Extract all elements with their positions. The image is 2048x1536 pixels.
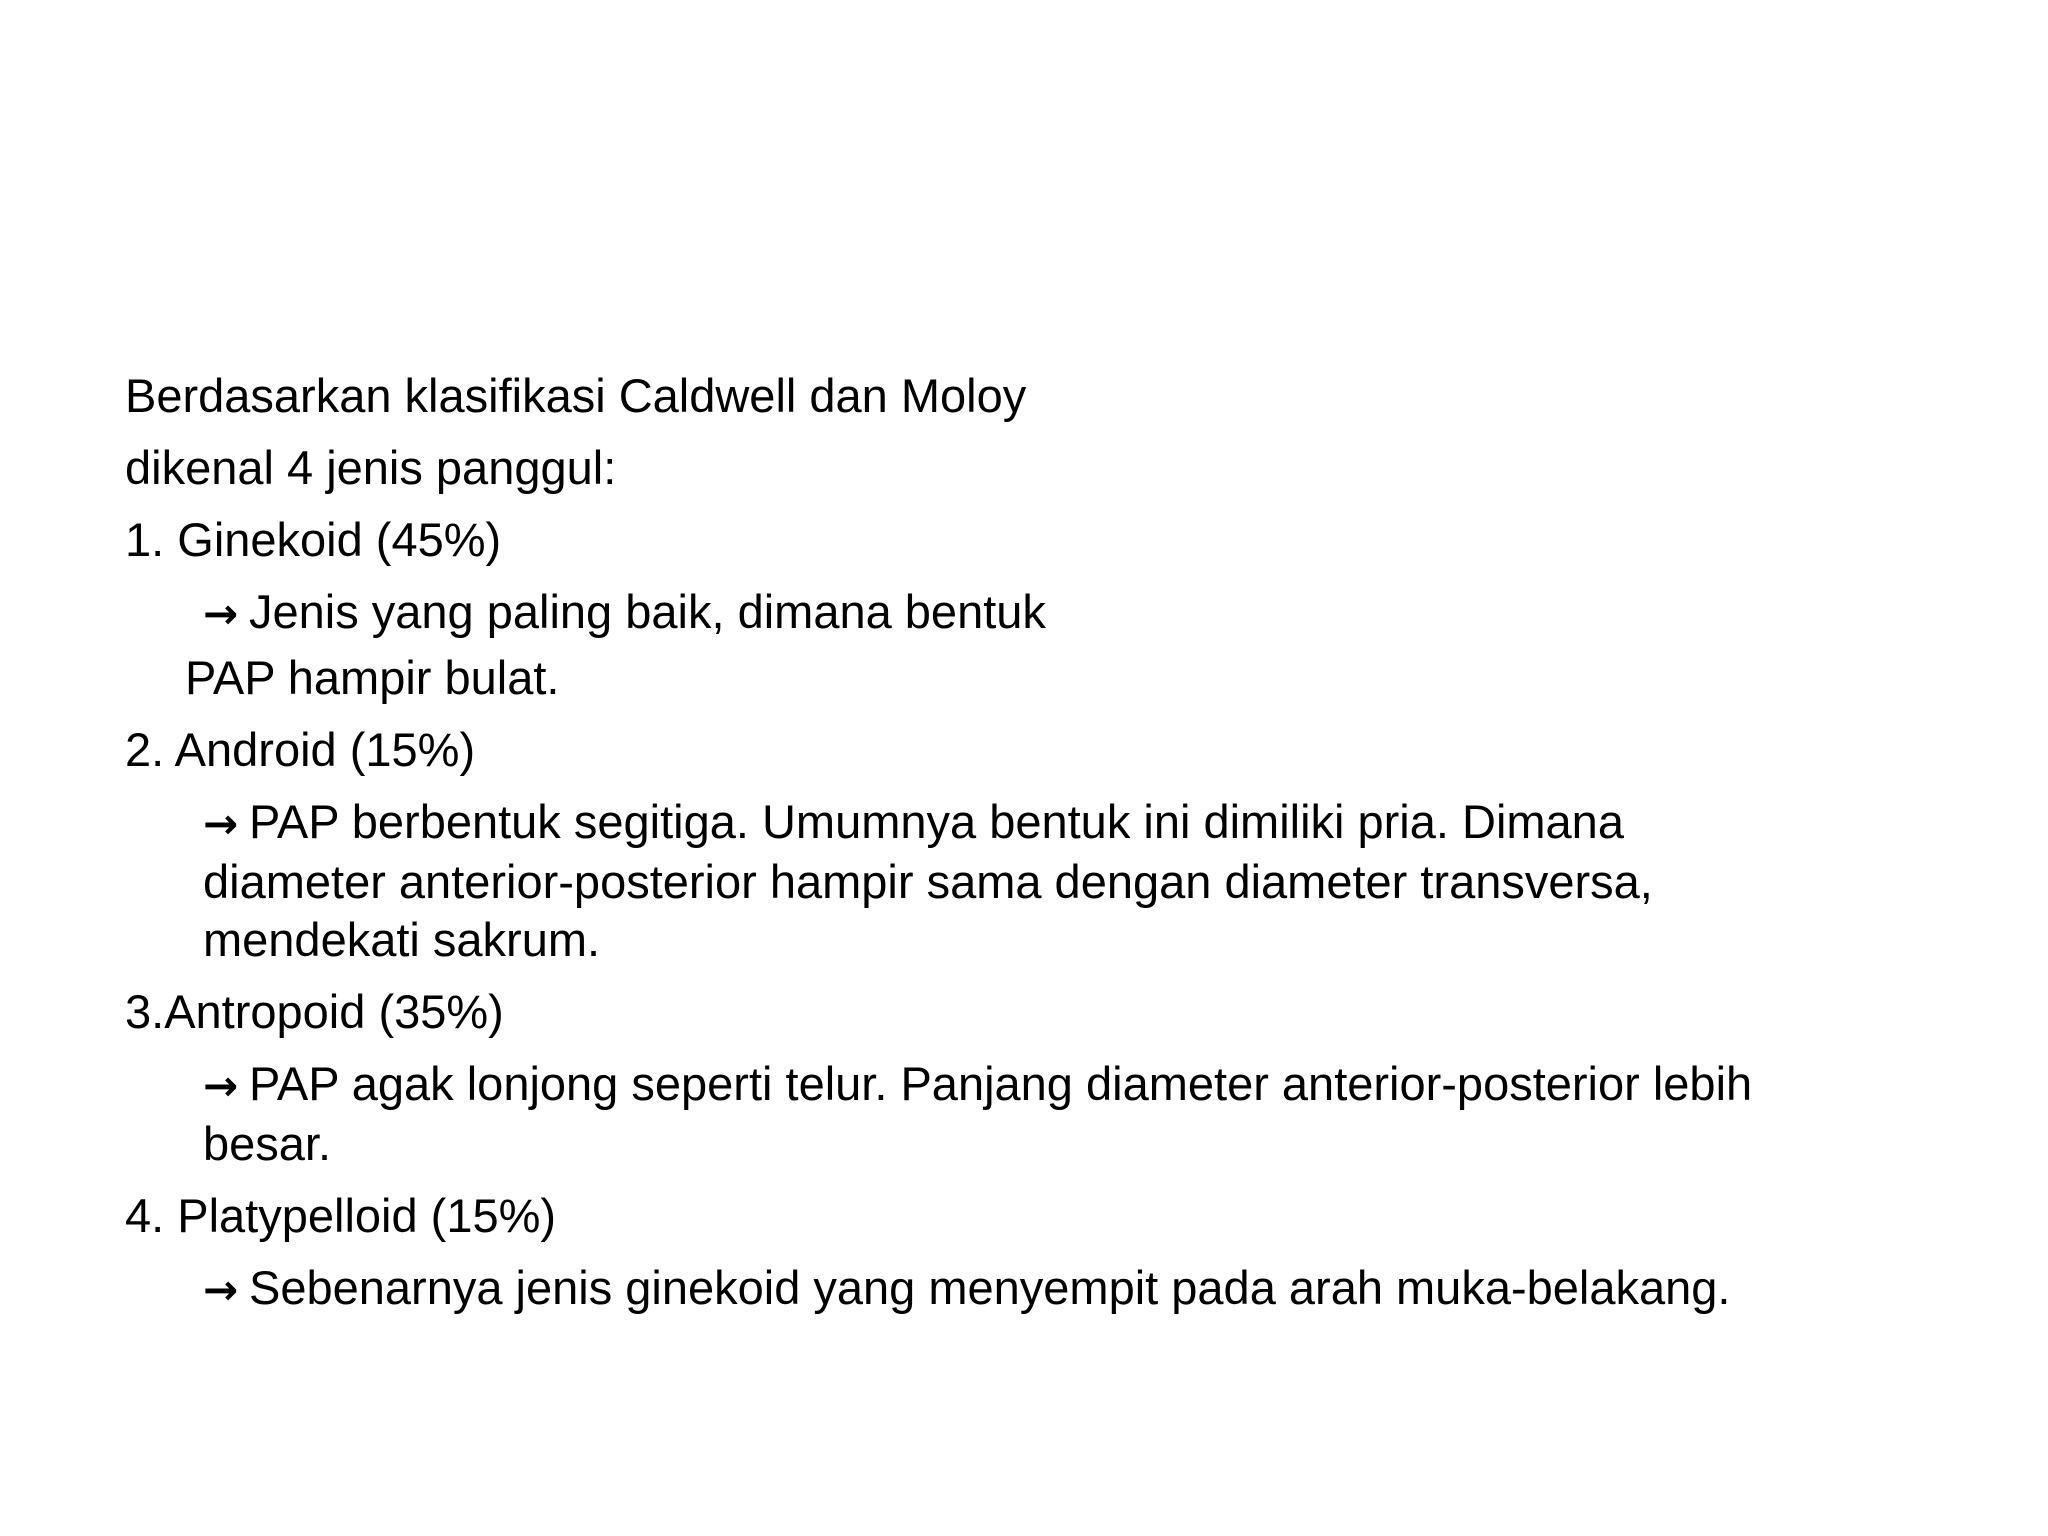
item-heading-ginekoid: 1. Ginekoid (45%) [125, 513, 502, 566]
desc-line: besar. [203, 1117, 332, 1170]
item-desc-platypelloid [125, 1259, 1925, 1319]
desc-line: Jenis yang paling baik, dimana bentuk [249, 585, 1046, 638]
intro-line-2: dikenal 4 jenis panggul: [125, 441, 617, 494]
item-heading-platypelloid: 4. Platypelloid (15%) [125, 1189, 557, 1242]
item-desc-ginekoid [125, 583, 1925, 643]
item-desc-android [125, 793, 1925, 969]
desc-line: PAP berbentuk segitiga. Umumnya bentuk ini dimiliki pria. Dimana [249, 795, 1624, 848]
item-continuation-ginekoid: PAP hampir bulat. [185, 651, 560, 704]
arrow-right-icon: → [203, 1265, 239, 1314]
desc-line: diameter anterior-posterior hampir sama dengan diameter transversa, [203, 855, 1653, 908]
arrow-right-icon: → [203, 799, 239, 848]
desc-line: Sebenarnya jenis ginekoid yang menyempit pada arah muka-belakang. [249, 1261, 1731, 1314]
slide-body [125, 367, 1925, 1319]
desc-line: mendekati sakrum. [203, 913, 601, 966]
arrow-right-icon: → [203, 1061, 239, 1110]
item-desc-antropoid [125, 1055, 1925, 1173]
arrow-right-icon: → [203, 589, 239, 638]
item-heading-android: 2. Android (15%) [125, 723, 476, 776]
intro-line-1: Berdasarkan klasifikasi Caldwell dan Moloy [125, 369, 1027, 422]
desc-line: PAP agak lonjong seperti telur. Panjang diameter anterior-posterior lebih [249, 1057, 1753, 1110]
item-heading-antropoid: 3.Antropoid (35%) [125, 985, 504, 1038]
